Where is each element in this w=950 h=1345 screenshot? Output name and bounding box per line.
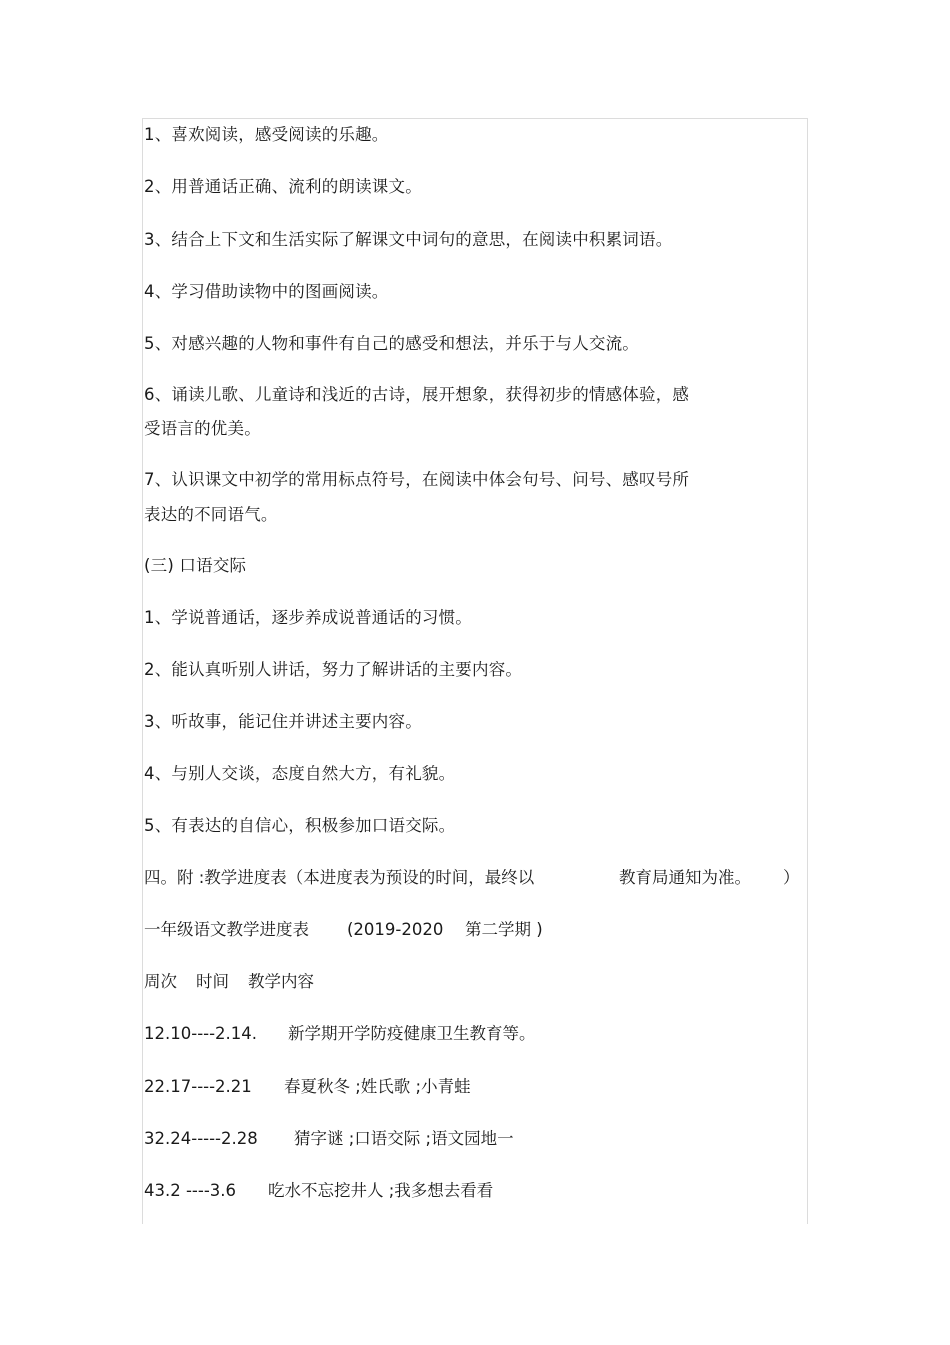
row-content: 新学期开学防疫健康卫生教育等。	[288, 1024, 536, 1043]
schedule-title-term: 第二学期 )	[465, 920, 543, 939]
oral-item-1: 1、学说普通话，逐步养成说普通话的习惯。	[144, 608, 472, 627]
objective-4: 4、学习借助读物中的图画阅读。	[144, 282, 389, 301]
oral-item-5: 5、有表达的自信心，积极参加口语交际。	[144, 816, 456, 835]
row-content: 春夏秋冬 ;姓氏歌 ;小青蛙	[284, 1077, 471, 1096]
appendix-text-2: 教育局通知为准。	[619, 868, 751, 887]
oral-section-heading: (三) 口语交际	[144, 556, 247, 575]
row-content: 吃水不忘挖井人 ;我多想去看看	[268, 1181, 494, 1200]
objective-7-line-2: 表达的不同语气。	[144, 505, 278, 524]
appendix-text-1: 四。附 :教学进度表（本进度表为预设的时间，最终以	[144, 868, 535, 887]
row-date: 22.17----2.21	[144, 1077, 252, 1096]
oral-item-2: 2、能认真听别人讲话，努力了解讲话的主要内容。	[144, 660, 523, 679]
objective-2: 2、用普通话正确、流利的朗读课文。	[144, 177, 422, 196]
objective-6-line-2: 受语言的优美。	[144, 419, 261, 438]
header-time: 时间	[196, 972, 229, 991]
objective-1: 1、喜欢阅读，感受阅读的乐趣。	[144, 125, 389, 144]
header-week: 周次	[144, 972, 177, 991]
objective-5: 5、对感兴趣的人物和事件有自己的感受和想法，并乐于与人交流。	[144, 334, 639, 353]
objective-6-line-1: 6、诵读儿歌、儿童诗和浅近的古诗，展开想象，获得初步的情感体验，感	[144, 385, 690, 404]
row-date: 43.2 ----3.6	[144, 1181, 237, 1200]
row-date: 12.10----2.14.	[144, 1024, 258, 1043]
schedule-title-name: 一年级语文教学进度表	[144, 920, 309, 939]
objective-3: 3、结合上下文和生活实际了解课文中词句的意思，在阅读中积累词语。	[144, 230, 673, 249]
schedule-title-year: (2019-2020	[347, 920, 444, 939]
row-content: 猜字谜 ;口语交际 ;语文园地一	[294, 1129, 514, 1148]
oral-item-3: 3、听故事，能记住并讲述主要内容。	[144, 712, 422, 731]
oral-item-4: 4、与别人交谈，态度自然大方，有礼貌。	[144, 764, 456, 783]
objective-7-line-1: 7、认识课文中初学的常用标点符号，在阅读中体会句号、问号、感叹号所	[144, 470, 690, 489]
appendix-text-3: ）	[783, 868, 800, 887]
row-date: 32.24-----2.28	[144, 1129, 258, 1148]
header-content: 教学内容	[248, 972, 314, 991]
